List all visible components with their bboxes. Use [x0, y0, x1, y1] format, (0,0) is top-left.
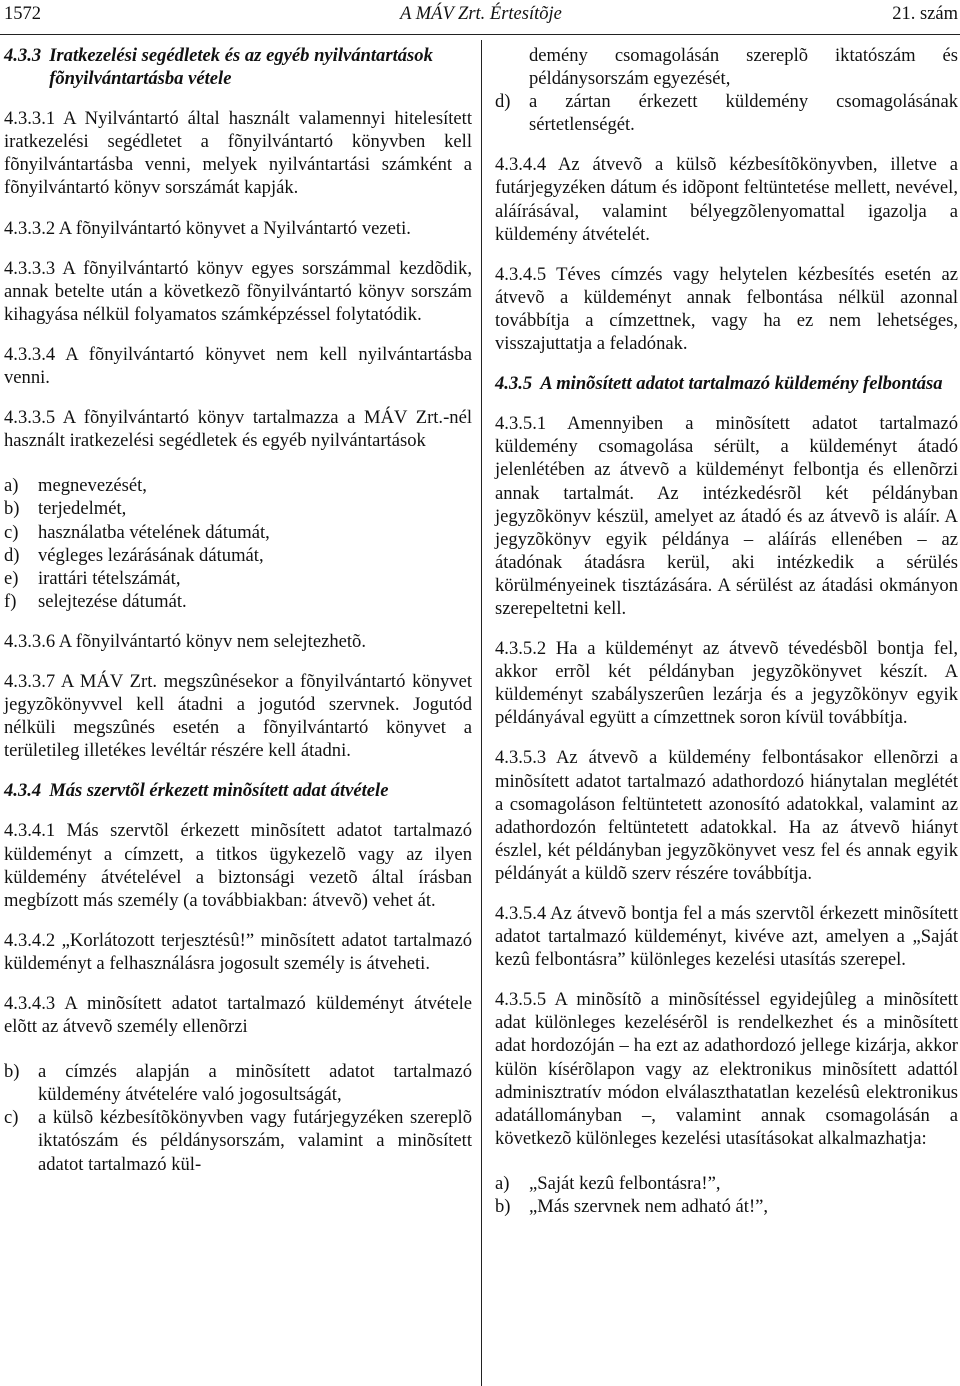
heading-number: 4.3.4	[4, 780, 42, 802]
right-column	[495, 44, 958, 1235]
page-header	[4, 4, 958, 34]
heading-text: Iratkezelési segédletek és az egyéb nyilvántartások fõnyilvántartásba vétele	[49, 45, 433, 90]
list-item: b) terjedelmét,	[4, 498, 127, 520]
paragraph-4-3-4-2: 4.3.4.2 „Korlátozott terjesztésû!” minõsített adatot tartalmazó küldeményt a felhasználásra jogosult személy is átveheti.	[4, 929, 472, 974]
paragraph-4-3-5-1: 4.3.5.1 Amennyiben a minõsített adatot tartalmazó küldemény csomagolása sérült, a küldeményt átadó jelenlétében az átvevõ a küldeményt felbontja és ellenõrzi annak tartalmát. Az intézkedésrõl két példányban jegyzõkönyv készül, amelyet az átadó és az átvevõ is aláír. A jegyzõkönyv egyik példánya – aláírás ellenében – az átadónak átadásra kerül, aki intézkedik a sérülés körülményeinek tisztázására. A sérülést az átadási okmányon szerepeltetni kell.	[495, 413, 958, 619]
paragraph-4-3-4-1: 4.3.4.1 Más szervtõl érkezett minõsített adatot tartalmazó küldeményt a címzett, a titkos ügykezelõ vagy az ilyen küldemény átvételével a biztonsági vezetõ által írásban megbízott más személy (a továbbiakban: átvevõ) vehet át.	[4, 820, 472, 911]
list-item: b) a címzés alapján a minõsített adatot tartalmazó küldemény átvételére való jogosultságát,	[4, 1061, 472, 1106]
paragraph-4-3-3-4: 4.3.3.4 A fõnyilvántartó könyvet nem kell nyilvántartásba venni.	[4, 343, 472, 389]
paragraph-4-3-5-2: 4.3.5.2 Ha a küldeményt az átvevõ tévedésbõl bontja fel, akkor errõl két példányban jegyzõkönyvet készít. A küldeményt szabályszerûen lezárja és a jegyzõkönyv egyik példányával együtt a címzettnek soron kívül továbbítja.	[495, 638, 958, 729]
list-item: e) irattári tételszámát,	[4, 567, 181, 589]
paragraph-4-3-4-5: 4.3.4.5 Téves címzés vagy helytelen kézbesítés esetén az átvevõ a küldeményt annak felbontása nélkül azonnal továbbítja a címzettnek, vagy ha ez nem lehetséges, visszajuttatja a feladónak.	[495, 263, 958, 355]
section-heading-4-3-5	[495, 372, 958, 395]
paragraph-4-3-4-3: 4.3.4.3 A minõsített adatot tartalmazó küldeményt átvétele elõtt az átvevõ személy ellenõrzi	[4, 993, 472, 1038]
paragraph-4-3-3-5: 4.3.3.5 A fõnyilvántartó könyv tartalmazza a MÁV Zrt.-nél használt iratkezelési segédletek és egyéb nyilvántartások	[4, 407, 472, 452]
heading-text: Más szervtõl érkezett minõsített adat átvétele	[49, 780, 389, 802]
paragraph-4-3-3-7: 4.3.3.7 A MÁV Zrt. megszûnésekor a fõnyilvántartó könyvet jegyzõkönyvvel kell átadni a jogutód szervnek. Jogutód nélküli megszûnés esetén a fõnyilvántartó könyvet a területileg illetékes levéltár részére kell átadni.	[4, 670, 472, 762]
list-item: d) végleges lezárásának dátumát,	[4, 544, 264, 566]
issue-number: 21. szám	[892, 4, 958, 24]
paragraph-4-3-3-3: 4.3.3.3 A fõnyilvántartó könyv egyes sorszámmal kezdõdik, annak betelte után a következõ fõnyilvántartó könyv sorszám kihagyása nélkül folyamatos számképzéssel folytatódik.	[4, 257, 472, 325]
paragraph-4-3-3-1: 4.3.3.1 A Nyilvántartó által használt valamennyi hitelesített iratkezelési segédletet a fõnyilvántartó könyvben kell fõnyilvántartásba venni, melyek nyilvántartási számként a fõnyilvántartó könyv sorszámát kapják.	[4, 108, 472, 199]
list-continuation: demény csomagolásán szereplõ iktatószám és példánysorszám egyezését,	[529, 45, 958, 90]
list-item: b) „Más szervnek nem adható át!”,	[495, 1196, 769, 1218]
left-column	[4, 44, 472, 1193]
list-item: a) megnevezését,	[4, 475, 147, 497]
page-number: 1572	[4, 4, 41, 24]
list-item: c) a külsõ kézbesítõkönyvben vagy futárjegyzéken szereplõ iktatószám és példánysorszám, valamint a minõsített adatot tartalmazó kül-	[4, 1107, 472, 1175]
list-checks	[4, 1060, 472, 1175]
list-checks-continued	[495, 90, 958, 136]
heading-number: 4.3.5	[495, 373, 533, 395]
list-item: d) a zártan érkezett küldemény csomagolásának sértetlenségét.	[495, 91, 958, 136]
list-instructions	[495, 1172, 958, 1218]
section-heading-4-3-3	[4, 44, 472, 90]
paragraph-4-3-3-6: 4.3.3.6 A fõnyilvántartó könyv nem selejtezhetõ.	[4, 630, 366, 652]
column-divider	[481, 40, 482, 1386]
heading-text: A minõsített adatot tartalmazó küldemény felbontása	[540, 373, 943, 395]
list-item: a) „Saját kezû felbontásra!”,	[495, 1172, 721, 1194]
list-item: f) selejtezése dátumát.	[4, 590, 187, 612]
header-rule	[0, 34, 960, 35]
journal-title: A MÁV Zrt. Értesítõje	[400, 4, 562, 24]
paragraph-4-3-5-3: 4.3.5.3 Az átvevõ a küldemény felbontásakor ellenõrzi a minõsített adatot tartalmazó adathordozó hiánytalan meglétét a csomagoláson feltüntetett azonosító adatokkal, valamint az adathordozón feltüntetett adatokkal. Ha az átvevõ hiányt észlel, két példányban jegyzõkönyvet vesz fel és annak egyik példányát a küldõ szerv részére továbbítja.	[495, 747, 958, 884]
list-item: c) használatba vételének dátumát,	[4, 521, 270, 543]
paragraph-4-3-4-4: 4.3.4.4 Az átvevõ a külsõ kézbesítõkönyvben, illetve a futárjegyzéken dátum és idõpont feltüntetése mellett, nevével, aláírásával, valamint bélyegzõlenyomattal igazolja a küldemény átvételét.	[495, 154, 958, 245]
list-contents	[4, 474, 472, 613]
heading-number: 4.3.3	[4, 45, 42, 66]
section-heading-4-3-4	[4, 779, 472, 802]
paragraph-4-3-5-5: 4.3.5.5 A minõsítõ a minõsítéssel egyidejûleg a minõsített adat különleges kezelésérõl is rendelkezhet és a minõsített adat hordozóján – ha ezt az adathordozó jellege kizárja, akkor külön kísérõlapon vagy az elektronikus minõsített adattól adminisztratív módon elválaszthatatlan kezelésû elektronikus adatállományban –, valamint annak csomagolásán a következõ különleges kezelési utasításokat alkalmazhatja:	[495, 989, 958, 1149]
paragraph-4-3-5-4: 4.3.5.4 Az átvevõ bontja fel a más szervtõl érkezett minõsített adatot tartalmazó küldeményt, kivéve azt, amelyen a „Saját kezû felbontásra” különleges kezelési utasítás szerepel.	[495, 903, 958, 971]
paragraph-4-3-3-2: 4.3.3.2 A fõnyilvántartó könyvet a Nyilvántartó vezeti.	[4, 217, 411, 239]
